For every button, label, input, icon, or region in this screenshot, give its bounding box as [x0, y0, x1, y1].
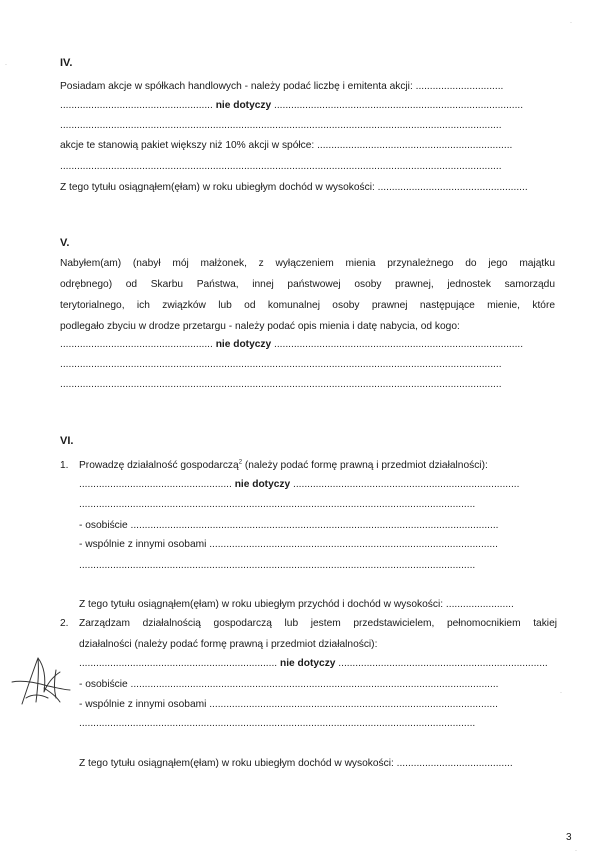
blank-line: ............................................................................................................................................................	[60, 161, 502, 172]
business-question-text: (należy podać formę prawną i przedmiot działalności):	[242, 460, 488, 471]
business-answer-line	[79, 478, 557, 491]
shares-answer-line	[60, 99, 555, 112]
shares-income-line: Z tego tytułu osiągnąłem(ęłam) w roku ubiegłym dochód w wysokości: .....................................................	[60, 182, 528, 193]
management-paragraph-line: Zarządzam działalnością gospodarczą lub jestem przedstawicielem, pełnomocnikiem takiej	[79, 618, 557, 629]
dots: ........................................................................................	[271, 100, 524, 111]
blank-line: ............................................................................................................................................................	[60, 379, 502, 390]
shares-question: Posiadam akcje w spółkach handlowych - należy podać liczbę i emitenta akcji: ...............................	[60, 81, 504, 92]
blank-line: ............................................................................................................................................................	[60, 120, 502, 131]
not-applicable-text: nie dotyczy	[234, 479, 291, 490]
dots: ......................................................................	[79, 658, 280, 669]
shares-package-question: akcje te stanowią pakiet większy niż 10% akcji w spółce: .....................................................................	[60, 140, 513, 151]
page-number: 3	[566, 832, 572, 843]
property-paragraph-line: podlegało zbyciu w drodze przetargu - należy podać opis mienia i datę nabycia, od kogo:	[60, 321, 460, 332]
scan-speck: ·	[575, 848, 577, 854]
blank-line: ............................................................................................................................................	[79, 718, 476, 729]
dots: ..........................................................................	[335, 658, 548, 669]
business-personally-line: - osobiście ..................................................................................................................................	[79, 520, 499, 531]
signature-initials	[8, 652, 74, 710]
section-v-heading: V.	[60, 237, 70, 249]
not-applicable-text: nie dotyczy	[215, 339, 272, 350]
dots: ......................................................	[79, 479, 235, 490]
dots: ........................................................................................	[271, 339, 524, 350]
business-income-line: Z tego tytułu osiągnąłem(ęłam) w roku ubiegłym przychód i dochód w wysokości: ........................	[79, 599, 514, 610]
scan-speck: ·	[570, 20, 572, 26]
blank-line: ............................................................................................................................................................	[60, 359, 502, 370]
management-personally-line: - osobiście ..................................................................................................................................	[79, 679, 499, 690]
property-paragraph-line: terytorialnego, ich związków lub od komunalnej osoby prawnej następujące mienie, które	[60, 300, 555, 311]
management-income-line: Z tego tytułu osiągnąłem(ęłam) w roku ubiegłym dochód w wysokości: .........................................	[79, 758, 513, 769]
management-answer-line	[79, 657, 557, 670]
section-vi-heading: VI.	[60, 435, 74, 447]
footnote-marker: 2	[238, 459, 243, 466]
management-jointly-line: - wspólnie z innymi osobami ......................................................................................................	[79, 699, 498, 710]
property-paragraph-line: odrębnego) od Skarbu Państwa, innej państwowej osoby prawnej, jednostek samorządu	[60, 279, 555, 290]
item-1-number: 1.	[60, 460, 69, 471]
dots: ......................................................	[60, 100, 216, 111]
dots: ................................................................................	[290, 479, 520, 490]
blank-line: ............................................................................................................................................	[79, 499, 476, 510]
scan-speck: ·	[560, 690, 562, 696]
item-2-number: 2.	[60, 618, 69, 629]
property-answer-line	[60, 338, 555, 351]
management-paragraph-line: działalności (należy podać formę prawną i przedmiot działalności):	[79, 639, 378, 650]
business-jointly-line: - wspólnie z innymi osobami ......................................................................................................	[79, 539, 498, 550]
business-question-text: Prowadzę działalność gospodarczą	[79, 460, 239, 471]
property-paragraph-line: Nabyłem(am) (nabył mój małżonek, z wyłączeniem mienia przynależnego do jego majątku	[60, 258, 555, 269]
blank-line: ............................................................................................................................................	[79, 560, 476, 571]
not-applicable-text: nie dotyczy	[279, 658, 336, 669]
scan-speck: ·	[5, 62, 7, 68]
section-iv-heading: IV.	[60, 57, 73, 69]
business-question	[79, 459, 557, 472]
not-applicable-text: nie dotyczy	[215, 100, 272, 111]
dots: ......................................................	[60, 339, 216, 350]
